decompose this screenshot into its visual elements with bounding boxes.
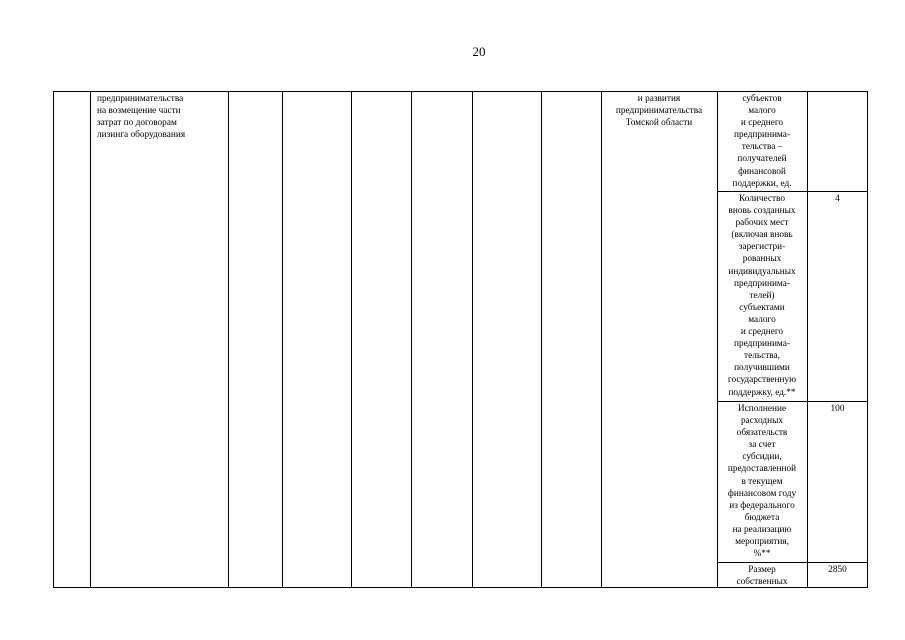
indicator-value-cell: 2850 [828, 565, 847, 575]
column-border [867, 91, 868, 588]
indicator-row-divider [717, 401, 868, 402]
indicator-value-cell: 100 [830, 404, 845, 414]
column-border [351, 91, 352, 588]
page-number-text: 20 [472, 44, 486, 59]
measure-name-cell: предпринимательства на возмещение части затрат по договорам лизинга оборудования [97, 94, 186, 141]
page-number [0, 44, 905, 60]
indicator-row-divider [717, 562, 868, 563]
column-border [53, 91, 54, 588]
indicator-name-cell: субъектов малого и среднего предпринима- тельства – получателей финансовой поддержки, ед. [732, 94, 792, 189]
column-border [282, 91, 283, 588]
indicator-name-cell: Исполнение расходных обязательств за счет субсидии, предоставленной в текущем финансовом году из федерального бюджета на реализацию мероприятия, %** [727, 404, 797, 560]
column-border [228, 91, 229, 588]
indicator-name-cell: Размер собственных [736, 565, 788, 588]
column-border [541, 91, 542, 588]
executor-cell: и развития предпринимательства Томской области [615, 94, 703, 129]
column-border [601, 91, 602, 588]
column-border [90, 91, 91, 588]
indicator-name-cell: Количество вновь созданных рабочих мест (включая вновь зарегистри- рованных индивидуальных предпринима- телей) субъектами малого и среднего предпринима- тельства, получившими государственную поддержку, ед.** [727, 194, 797, 398]
column-border [807, 91, 808, 588]
indicator-row-divider [717, 191, 868, 192]
program-measures-table [53, 91, 868, 588]
column-border [411, 91, 412, 588]
column-border [472, 91, 473, 588]
indicator-value-cell: 4 [835, 194, 840, 204]
table-top-border [53, 91, 868, 92]
